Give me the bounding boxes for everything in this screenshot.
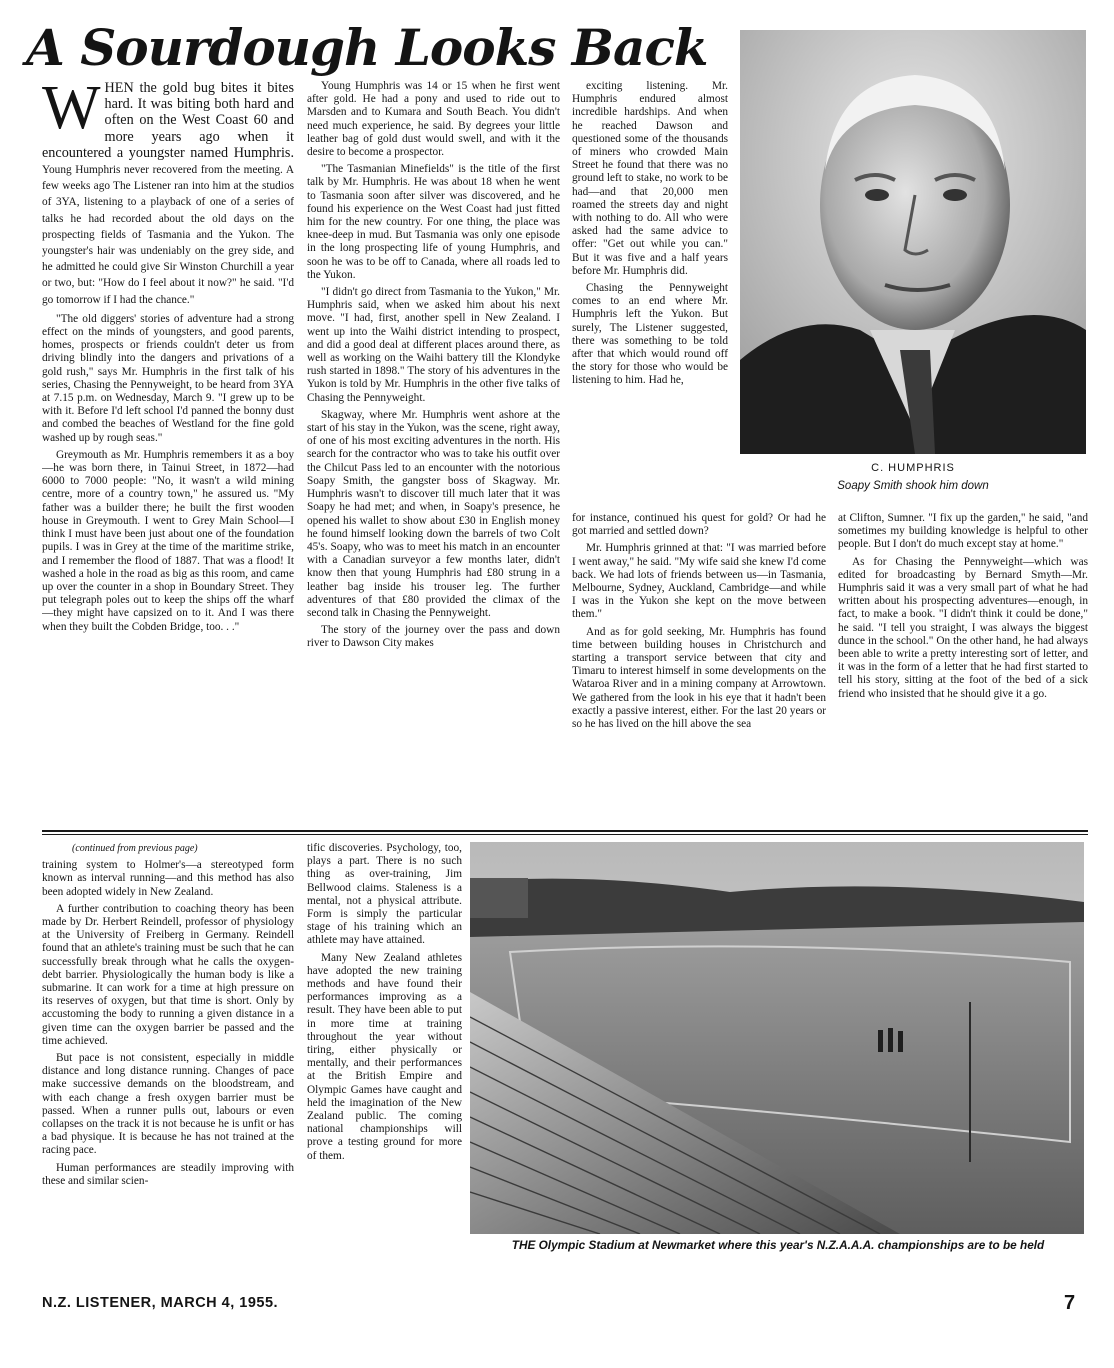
paragraph: Greymouth as Mr. Humphris remembers it as a boy—he was born there, in Tainui Street, in 1872—had 6000 to 7000 people: "No, it wasn't a wild mining centre, more of a country town," he assured us. "My father was a builder there; he built the first wooden house in Greymouth. I went to Grey Main School—I think I must have been just about one of the foundation pupils. I was in Grey at the time of the maritime strike, and I remember the flood of 1887. That was a flood! It washed a hole in the road as big as this room, and came up over the counter in a shop in Boundary Street. They put telegraph poles out to keep the ships off the wharf—they might have capsized on to it. And I was there when they built the Cobden Bridge, too. . .": [42, 448, 294, 633]
paragraph: Chasing the Pennyweight comes to an end where Mr. Humphris left the Yukon. But surely, The Listener suggested, there was something to be told after that which would round off the story for those who would be listening to him. Had he,: [572, 282, 728, 387]
lead-continuation: Young Humphris never recovered from the meeting. A few weeks ago The Listener ran into him at the studios of 3YA, listening to a playback of one of a series of talks he had recorded about the old days on the prospecting fields of Tasmania and the Yukon. The youngster's hair was undeniably on the grey side, and he admitted he could give Sir Winston Churchill a year or two, but: "How do I feel about it now?" he said. "I'd go tomorrow if I had the chance.": [42, 164, 294, 306]
portrait-photo: [740, 30, 1086, 454]
paragraph: A further contribution to coaching theory has been made by Dr. Herbert Reindell, professor of physiology at the University of Freiberg in Germany. Reindell found that an athlete's training must be such that he can successfully break through what he calls the oxygen-debt barrier. Physiologically the human body is like a submarine. It can work for a time at high pressure on its reserves of oxygen, but that time is short. Only by accustoming the body to running a given distance in a given time can the oxygen barrier be passed and the time achieved.: [42, 902, 294, 1047]
paragraph: The story of the journey over the pass and down river to Dawson City makes: [307, 624, 560, 650]
continued-note: (continued from previous page): [72, 843, 198, 854]
article-column-3: [572, 80, 728, 512]
paragraph: Skagway, where Mr. Humphris went ashore at the start of his stay in the Yukon, was the scene, right away, of one of his most exciting adventures in the north. His search for the contractor who was to take his outfit over the Chilcut Pass led to an encounter with the notorious Soapy Smith, the gangster boss of Skagway. Mr. Humphris wasn't to discover till much later that it was Soapy he had met; and when, in Soapy's presence, he opened his wallet to show about £30 in English money he found himself looking down the barrels of two Colt 45's. Soapy, who was to meet his match in an encounter with a Canadian surveyor a few months later, didn't know then that young Humphris had £80 strung in a leather bag inside his trouser leg. The further adventures of that £80 provided the climax of the second talk in Chasing the Pennyweight.: [307, 408, 560, 619]
article-column-3-lower: [572, 512, 826, 826]
page-title: A Sourdough Looks Back: [26, 18, 708, 77]
lead-paragraph: [42, 80, 294, 307]
paragraph: at Clifton, Sumner. "I fix up the garden," he said, "and sometimes my building knowledge is helpful to other people. But I don't do much except stay at home.": [838, 512, 1088, 551]
stadium-caption: THE Olympic Stadium at Newmarket where this year's N.Z.A.A.A. championships are to be held: [511, 1238, 1045, 1252]
paragraph: Many New Zealand athletes have adopted the new training methods and have found their performances improving as a result. They have been able to put in more time at training throughout the year without tiring, either physically or mentally, and their performances at the British Empire and Olympic Games have caught and held the imagination of the New Zealand public. The coming national championships will prove a testing ground for more of them.: [307, 951, 462, 1162]
article-column-1: [42, 80, 294, 850]
page-number: 7: [1064, 1292, 1076, 1314]
section-divider: [42, 830, 1088, 832]
portrait-image: [740, 30, 1086, 454]
lead-text: HEN the gold bug bites it bites hard. It was biting both hard and often on the West Coast 60 and more years ago when it encountered a youngster named Humphris.: [42, 80, 294, 161]
portrait-caption-name: C. HUMPHRIS: [871, 462, 955, 474]
paragraph: Young Humphris was 14 or 15 when he first went after gold. He had a pony and used to ride out to Marsden and to Kumara and South Beach. You didn't need much experience, he said. By degrees your little leather bag of gold dust would swell, and with it the desire to become a prospector.: [307, 80, 560, 159]
paragraph: Mr. Humphris grinned at that: "I was married before I went away," he said. "My wife said she knew I'd come back. We had lots of friends between us—in Tasmania, Melbourne, Sydney, Auckland, Cambridge—and while I was in the Yukon she kept on the move between them.": [572, 542, 826, 621]
paragraph: But pace is not consistent, especially in middle distance and long distance running. Changes of pace make successive demands on the bloodstream, and with each change a fresh oxygen barrier must be passed. When a runner pulls out, labours or even collapses on the track it is not because he is unfit or has a bad physique. It is because he has not trained at the racing pace.: [42, 1052, 294, 1157]
paragraph: tific discoveries. Psychology, too, plays a part. There is no such thing as over-training, Jim Bellwood claims. Staleness is a mental, not a physical attribute. Form is simply the particular stage of his training which an athlete may have attained.: [307, 842, 462, 947]
article-column-4-lower: [838, 512, 1088, 826]
footer-publication: N.Z. LISTENER, MARCH 4, 1955.: [42, 1295, 279, 1311]
section-divider-thin: [42, 834, 1088, 835]
paragraph: "The old diggers' stories of adventure had a strong effect on the minds of youngsters, and good parents, homes, prospects or friends couldn't deter us from driving blindly into the dangers and privations of a gold rush," says Mr. Humphris in the first talk of his series, Chasing the Pennyweight, to be heard from 3YA at 7.15 p.m. on Wednesday, March 9. "I grew up to be with it. Before I'd left school I'd panned the bonny dust and combed the beaches of Westland for the fine gold washed up by rough seas.": [42, 312, 294, 444]
bottom-column-1: [42, 842, 294, 1272]
article-column-2: [307, 80, 560, 826]
bottom-column-2: [307, 842, 462, 1272]
paragraph: training system to Holmer's—a stereotyped form known as interval running—and this method has also been adopted widely in New Zealand.: [42, 859, 294, 898]
paragraph: exciting listening. Mr. Humphris endured almost incredible hardships. And when he reached Dawson and questioned some of the thousands of miners who crowded Main Street he found that there was no ground left to stake, no work to be had—and that 20,000 men roamed the streets day and night with nothing to do. All who were asked had the same advice to offer: "Get out while you can." But it was five and a half years before Mr. Humphris did.: [572, 80, 728, 277]
paragraph: "I didn't go direct from Tasmania to the Yukon," Mr. Humphris said, when we asked him about his next move. "I had, first, another spell in New Zealand. I went up into the Waihi district intending to prospect, and did a good deal at different places around there, as well as working on the Waihi battery till the Klondyke rush started in 1898." The story of his adventures in the Yukon is told by Mr. Humphris in the other five talks of Chasing the Pennyweight.: [307, 286, 560, 404]
paragraph: for instance, continued his quest for gold? Or had he got married and settled down?: [572, 512, 826, 538]
paragraph: Human performances are steadily improving with these and similar scien-: [42, 1161, 294, 1187]
portrait-caption-subtitle: Soapy Smith shook him down: [837, 480, 989, 492]
paragraph: As for Chasing the Pennyweight—which was edited for broadcasting by Bernard Smyth—Mr. Humphris said it was a very small part of what he had written about his prospecting adventures—enough, in fact, to make a book. "I didn't think it could be done," he said. "I tell you straight, I was always the biggest dunce in the school." On the other hand, he had always been able to write a pretty interesting sort of letter, and it was in the form of a letter that he had first started to tell his story, sitting at the foot of the bed of a sick friend who insisted that he should give it a go.: [838, 555, 1088, 700]
paragraph: And as for gold seeking, Mr. Humphris has found time between building houses in Christchurch and starting a transport service between that city and Timaru to interest himself in some developments on the Wataroa River and in a mining company at Arrowtown. We gathered from the look in his eye that it hadn't been exactly a passive interest, either. For the last 20 years or so he has lived on the hill above the sea: [572, 625, 826, 731]
stadium-photo: [470, 842, 1084, 1234]
stadium-image: [470, 842, 1084, 1234]
paragraph: "The Tasmanian Minefields" is the title of the first talk by Mr. Humphris. He was about 18 when he went to Tasmania soon after silver was discovered, and he found his experience on the West Coast had just fitted him for the new country. For one thing, the place was knee-deep in mud. But Tasmania was only one episode in the long prospecting life of young Humphris, and soon he was to be off to Canada, where all roads led to the Yukon.: [307, 163, 560, 281]
drop-cap: W: [42, 80, 101, 142]
